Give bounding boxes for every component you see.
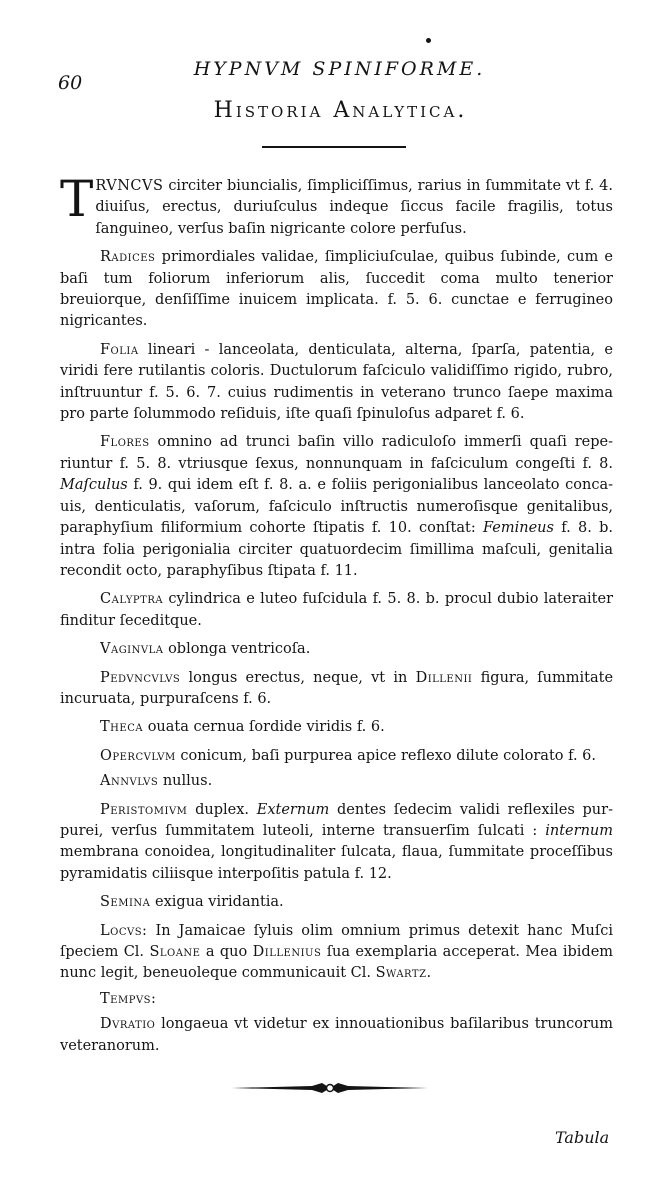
text-pedunculus-b: figura, ſummitate incuruata, purpuraſcens f. 6. [60, 669, 614, 707]
term-duratio: Dvratio [100, 1016, 156, 1033]
paragraph-folia [60, 340, 613, 426]
term-radices: Radices [100, 249, 156, 266]
drop-cap: T [60, 170, 94, 228]
text-body [60, 170, 614, 1064]
page-title: Historia Analytica. [213, 98, 468, 123]
paragraph-semina [60, 892, 613, 913]
text-peristomium-c: membrana conoidea, longitudinaliter ſulcata, flaua, ſummitate proceſſibus pyramidatis ciliisque interpoſitis patula f. 12. [60, 844, 613, 882]
catchword: Tabula [555, 1128, 610, 1147]
paragraph-radices [60, 247, 613, 333]
text-flores-c: f. 8. b. intra folia perigonialia circiter quatuordecim ſimillima maſculi, genitalia recondit octo, paraphyſibus ſtipata f. 11. [60, 520, 614, 579]
text-locus-c: ſua exemplaria acceperat. Mea ibidem nunc legit, beneuoleque communicauit Cl. [60, 944, 614, 982]
ornament-rule [230, 1080, 430, 1096]
paragraph-operculum [60, 746, 613, 767]
text-folia: lineari - lanceolata, denticulata, alterna, ſparſa, patentia, e viridi fere rutilantis coloris. Ductulorum faſciculo validiſſimo rigido, rubro, inſtruuntur f. 5. 6. 7. cuius rudimentis in veterano trunco ſaepe maxima pro parte ſolummodo reſiduis, iſte quaſi ſpinuloſus adparet f. 6. [60, 341, 614, 423]
term-flores: Flores [100, 434, 150, 451]
term-vaginula: Vaginvla [100, 641, 164, 658]
paragraph-tempus [60, 989, 613, 1010]
term-peristomium: Peristomivm [100, 801, 188, 818]
text-peristomium-a: duplex. [195, 801, 250, 818]
paragraph-peristomium [60, 800, 613, 886]
paragraph-pedunculus [60, 668, 613, 711]
text-locus-b: a quo [205, 944, 248, 960]
name-dillenius: Dillenius [252, 944, 322, 960]
paragraph-vaginula [60, 639, 613, 660]
term-annulus: Annvlvs [100, 773, 159, 790]
term-theca: Theca [100, 719, 144, 736]
term-masculus: Maſculus [60, 477, 128, 494]
term-tempus: Tempvs: [100, 990, 157, 1007]
term-locus: Locvs: [100, 922, 148, 939]
text-flores-b: f. 9. qui idem eſt f. 8. a. e foliis perigonialibus lanceolato concauis, denticulatis, vaſorum, faſciculo inſtructis numeroſisque genitalibus, paraphyſium filiformium cohorte ſtipatis f. 10. conſtat: [60, 477, 614, 537]
paragraph-calyptra [60, 589, 613, 632]
text-flores-a: omnino ad trunci baſin villo radiculoſo immerſi quaſi reperiuntur f. 5. 8. vtriusque ſexus, nonnunquam in faſciculum congeſti f. 8. [60, 434, 614, 472]
text-pedunculus-a: longus erectus, neque, vt in [188, 669, 408, 686]
term-folia: Folia [100, 341, 139, 358]
text-theca: ouata cernua ſordide viridis f. 6. [147, 719, 385, 736]
text-locus-a: In Jamaicae ſyluis olim omnium primus detexit hanc Muſci ſpeciem Cl. [60, 922, 613, 960]
text-annulus: nullus. [162, 773, 213, 790]
text-radices: primordiales validae, ſimpliciuſculae, quibus ſubinde, cum e baſi tum foliorum inferiorum alis, ſuccedit coma multo tenerior breuiorque, denſiſſime inuicem implicata. f. 5. 6. cunctae e ferrugineo nigricantes. [60, 249, 613, 330]
name-swartz: Swartz. [375, 965, 432, 982]
text-vaginula: oblonga ventricoſa. [168, 641, 311, 658]
title-rule [262, 146, 406, 148]
name-sloane: Sloane [149, 944, 201, 960]
text-duratio: longaeua vt videtur ex innouationibus baſilaribus truncorum veteranorum. [60, 1016, 614, 1054]
running-head: HYPNVM SPINIFORME. [193, 58, 486, 80]
paragraph-truncus [60, 170, 614, 240]
term-calyptra: Calyptra [100, 591, 164, 608]
page-number: 60 [58, 72, 83, 94]
paragraph-flores [60, 432, 613, 582]
paragraph-locus [60, 921, 613, 985]
name-dillenii: Dillenii [415, 669, 473, 686]
term-semina: Semina [100, 894, 151, 911]
term-femineus: Femineus [483, 520, 554, 537]
paragraph-theca [60, 717, 613, 738]
paragraph-duratio [60, 1014, 613, 1057]
text-peristomium-b: dentes ſedecim validi reflexiles purpurei, verſus ſummitatem luteoli, interne transuerſim ſulcati : [60, 801, 613, 839]
text-calyptra: cylindrica e luteo fuſcidula f. 5. 8. b. procul dubio lateraiter finditur ſeceditque. [60, 591, 613, 629]
term-pedunculus: Pedvncvlvs [100, 669, 181, 686]
paragraph-annulus [60, 771, 613, 792]
text-semina: exigua viridantia. [155, 894, 284, 911]
text-truncus: circiter biuncialis, ſimpliciſſimus, rarius in ſummitate vt f. 4. diuiſus, erectus, duriuſculus indeque ſiccus facile fragilis, totus ſanguineo, verſus baſin nigricante colore perfuſus. [95, 178, 614, 237]
printer-mark [426, 38, 431, 43]
term-truncus: RVNCVS [95, 178, 164, 194]
term-externum: Externum [256, 801, 330, 818]
term-internum: internum [545, 822, 613, 839]
term-operculum: Opercvlvm [100, 747, 176, 764]
text-operculum: conicum, baſi purpurea apice reflexo dilute colorato f. 6. [180, 747, 597, 764]
